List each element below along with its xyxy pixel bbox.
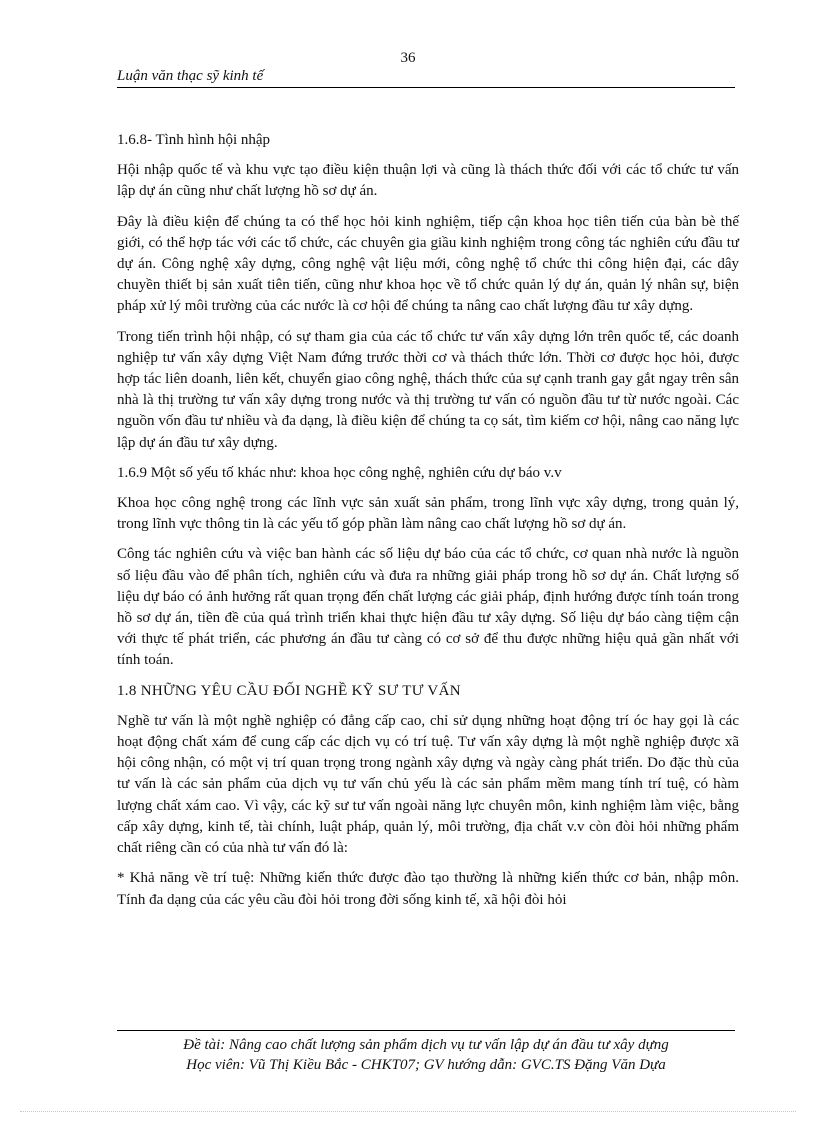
paragraph: Khoa học công nghệ trong các lĩnh vực sản xuất sản phẩm, trong lĩnh vực xây dựng, trong quản lý, trong lĩnh vực thông tin là các yếu tố góp phần làm nâng cao chất lượng hồ sơ dự án.	[117, 495, 739, 533]
section-heading-1-8: 1.8 NHỮNG YÊU CẦU ĐỐI NGHỀ KỸ SƯ TƯ VẤN	[117, 682, 461, 699]
paragraph: Công tác nghiên cứu và việc ban hành các số liệu dự báo của các tổ chức, cơ quan nhà nước là nguồn số liệu đầu vào để phân tích, nghiên cứu và đưa ra những giải pháp trong hồ sơ dự án. Chất lượng số liệu dự báo có ảnh hưởng rất quan trọng đến chất lượng các giải pháp, định hướng được tính toán trong hồ sơ dự án, tiền đề của quá trình triển khai thực hiện đầu tư xây dựng. Số liệu dự báo càng tiệm cận với thực tế phát triển, các phương án đầu tư càng có cơ sở để thu được những hiệu quả gần nhất với tính toán.	[117, 546, 739, 669]
page-number: 36	[400, 50, 416, 66]
paragraph: Đây là điều kiện để chúng ta có thể học hỏi kinh nghiệm, tiếp cận khoa học tiên tiến của bàn bè thế giới, có thể hợp tác với các tổ chức, các chuyên gia giầu kinh nghiệm trong công tác nghiên cứu đầu tư dự án. Công nghệ xây dựng, công nghệ vật liệu mới, công nghệ tổ chức thi công hiện đại, các dây chuyền thiết bị sản xuất tiên tiến, cũng như khoa học về tổ chức quản lý dự án, quản lý nhân sự, biện pháp xử lý môi trường của các nước là cơ hội để chúng ta nâng cao chất lượng đầu tư xây dựng.	[117, 213, 739, 315]
paragraph: Trong tiến trình hội nhập, có sự tham gia của các tổ chức tư vấn xây dựng lớn trên quốc tế, các doanh nghiệp tư vấn xây dựng Việt Nam đứng trước thời cơ và thách thức lớn. Thời cơ được học hỏi, được hợp tác liên doanh, liên kết, chuyển giao công nghệ, thách thức của sự cạnh tranh gay gắt ngay trên sân nhà là thị trường tư vấn xây dựng trong nước và thị trường tư vấn có nguồn đầu tư từ nước ngoài. Các nguồn vốn đầu tư nhiều và đa dạng, là điều kiện để chúng ta cọ sát, tìm kiếm cơ hội, nâng cao năng lực lập dự án đầu tư xây dựng.	[117, 328, 739, 451]
paragraph: Hội nhập quốc tế và khu vực tạo điều kiện thuận lợi và cũng là thách thức đối với các tổ chức tư vấn lập dự án cũng như chất lượng hồ sơ dự án.	[117, 162, 739, 200]
header-divider	[117, 87, 735, 88]
section-heading-1-6-8: 1.6.8- Tình hình hội nhập	[117, 132, 271, 148]
footer-thesis-title: Đề tài: Nâng cao chất lượng sản phẩm dịch vụ tư vấn lập dự án đầu tư xây dựng	[183, 1037, 669, 1053]
section-heading-1-6-9: 1.6.9 Một số yếu tố khác như: khoa học công nghệ, nghiên cứu dự báo v.v	[117, 464, 562, 481]
paragraph: * Khả năng về trí tuệ: Những kiến thức được đào tạo thường là những kiến thức cơ bản, nhập môn. Tính đa dạng của các yêu cầu đòi hỏi trong đời sống kinh tế, xã hội đòi hỏi	[117, 870, 739, 908]
page-footer	[117, 1035, 735, 1075]
paragraph: Nghề tư vấn là một nghề nghiệp có đẳng cấp cao, chỉ sử dụng những hoạt động trí óc hay gọi là các hoạt động chất xám để cung cấp các dịch vụ có trí tuệ. Tư vấn xây dựng là một nghề nghiệp được xã hội công nhận, có một vị trí quan trọng trong ngành xây dựng và ngày càng phát triển. Do đặc thù của tư vấn là các sản phẩm của dịch vụ tư vấn chủ yếu là các sản phẩm mềm mang tính trí tuệ, có hàm lượng chất xám cao. Vì vậy, các kỹ sư tư vấn ngoài năng lực chuyên môn, kinh nghiệm làm việc, bằng cấp xây dựng, kinh tế, tài chính, luật pháp, quản lý, môi trường, địa chất v.v còn đòi hỏi những phẩm chất riêng cần có của nhà tư vấn đó là:	[117, 712, 739, 857]
footer-author-line: Học viên: Vũ Thị Kiều Bắc - CHKT07; GV hướng dẫn: GVC.TS Đặng Văn Dựa	[186, 1057, 666, 1073]
page-body	[117, 130, 739, 920]
footer-divider	[117, 1030, 735, 1031]
page-edge-divider	[20, 1111, 796, 1112]
running-header: Luận văn thạc sỹ kinh tế	[117, 68, 264, 84]
